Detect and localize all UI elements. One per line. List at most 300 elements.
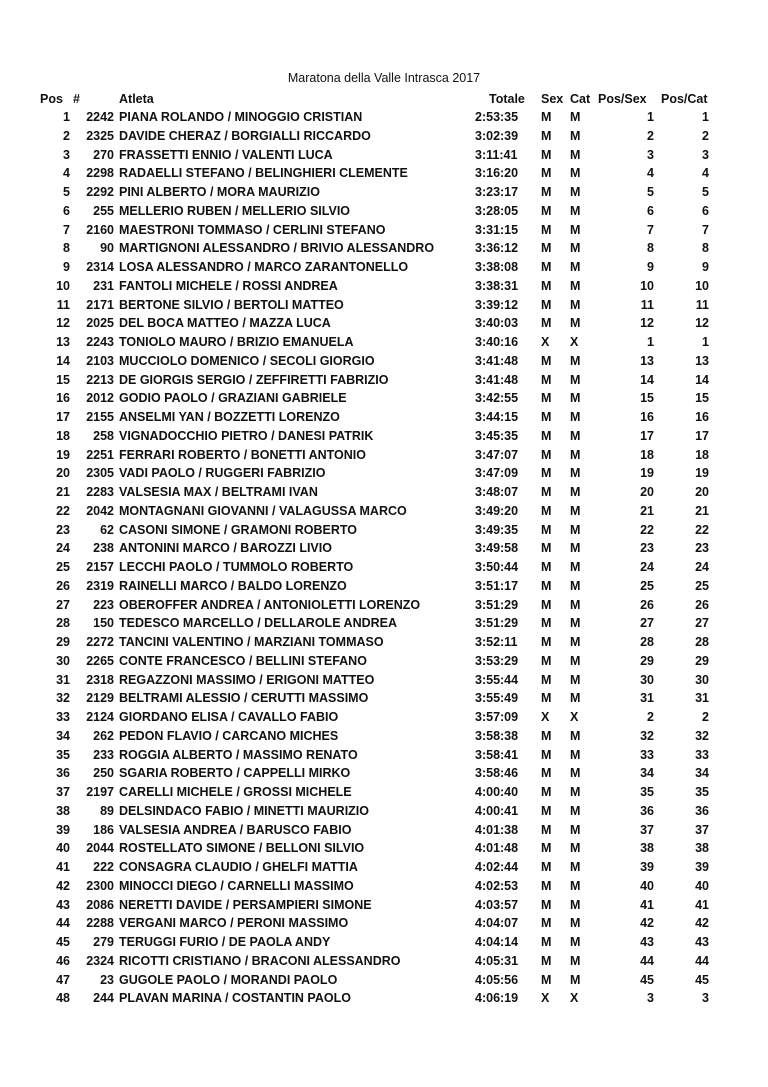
pos-sex-cell: 41 xyxy=(640,897,654,912)
total-time-cell: 3:44:15 xyxy=(475,410,519,424)
table-row xyxy=(0,802,768,821)
pos-cell: 46 xyxy=(56,953,70,968)
athlete-cell: SGARIA ROBERTO / CAPPELLI MIRKO xyxy=(119,766,351,781)
total-time-cell: 3:31:15 xyxy=(475,222,519,237)
athlete-cell: FRASSETTI ENNIO / VALENTI LUCA xyxy=(119,147,333,162)
total-time-cell: 3:53:29 xyxy=(475,653,519,668)
pos-cell: 9 xyxy=(63,260,70,274)
pos-sex-cell: 20 xyxy=(640,485,654,499)
total-time-cell: 3:40:03 xyxy=(475,316,519,331)
athlete-cell: MUCCIOLO DOMENICO / SECOLI GIORGIO xyxy=(119,353,375,368)
athlete-cell: RICOTTI CRISTIANO / BRACONI ALESSANDRO xyxy=(119,953,401,968)
pos-cell: 35 xyxy=(56,747,70,762)
sex-cell: M xyxy=(541,353,552,368)
pos-cat-cell: 3 xyxy=(702,147,709,162)
category-cell: M xyxy=(570,372,581,387)
table-row xyxy=(0,652,768,671)
pos-cat-cell: 3 xyxy=(702,991,709,1006)
sex-cell: M xyxy=(541,897,552,912)
table-row xyxy=(0,708,768,727)
athlete-cell: VALSESIA ANDREA / BARUSCO FABIO xyxy=(119,822,352,837)
total-time-cell: 3:41:48 xyxy=(475,372,519,387)
category-cell: M xyxy=(570,691,581,706)
pos-cat-cell: 40 xyxy=(695,878,709,893)
pos-sex-cell: 1 xyxy=(647,110,654,124)
pos-sex-cell: 14 xyxy=(640,372,654,387)
total-time-cell: 3:49:35 xyxy=(475,522,519,537)
pos-cat-cell: 32 xyxy=(695,728,709,743)
athlete-cell: NERETTI DAVIDE / PERSAMPIERI SIMONE xyxy=(119,897,372,912)
athlete-cell: CONSAGRA CLAUDIO / GHELFI MATTIA xyxy=(119,860,358,874)
bib-number-cell: 244 xyxy=(93,991,114,1006)
pos-cell: 27 xyxy=(56,597,70,612)
bib-number-cell: 89 xyxy=(100,803,114,818)
athlete-cell: DAVIDE CHERAZ / BORGIALLI RICCARDO xyxy=(119,128,371,143)
header-number: # xyxy=(73,92,80,106)
pos-cell: 43 xyxy=(56,897,70,912)
sex-cell: M xyxy=(541,672,552,687)
table-row xyxy=(0,689,768,708)
sex-cell: M xyxy=(541,316,552,331)
pos-cell: 4 xyxy=(63,166,70,181)
pos-sex-cell: 36 xyxy=(640,803,654,818)
bib-number-cell: 2319 xyxy=(86,578,114,593)
bib-number-cell: 2242 xyxy=(86,110,114,124)
pos-sex-cell: 9 xyxy=(647,260,654,274)
total-time-cell: 3:45:35 xyxy=(475,428,519,443)
header-sex: Sex xyxy=(541,92,564,106)
pos-sex-cell: 44 xyxy=(640,953,654,968)
athlete-cell: MELLERIO RUBEN / MELLERIO SILVIO xyxy=(119,203,351,218)
athlete-cell: GODIO PAOLO / GRAZIANI GABRIELE xyxy=(119,391,347,406)
table-row xyxy=(0,333,768,352)
total-time-cell: 4:02:44 xyxy=(475,860,519,874)
athlete-cell: DEL BOCA MATTEO / MAZZA LUCA xyxy=(119,316,331,331)
category-cell: M xyxy=(570,785,581,799)
category-cell: M xyxy=(570,766,581,781)
athlete-cell: REGAZZONI MASSIMO / ERIGONI MATTEO xyxy=(119,672,375,687)
pos-cat-cell: 15 xyxy=(695,391,709,406)
pos-sex-cell: 43 xyxy=(640,935,654,949)
pos-sex-cell: 40 xyxy=(640,878,654,893)
athlete-cell: MARTIGNONI ALESSANDRO / BRIVIO ALESSANDRO xyxy=(119,241,435,256)
category-cell: M xyxy=(570,503,581,518)
pos-cat-cell: 31 xyxy=(695,691,709,706)
pos-cat-cell: 38 xyxy=(695,841,709,856)
sex-cell: M xyxy=(541,860,552,874)
category-cell: M xyxy=(570,522,581,537)
sex-cell: M xyxy=(541,935,552,949)
pos-cat-cell: 2 xyxy=(702,128,709,143)
total-time-cell: 3:23:17 xyxy=(475,185,519,199)
pos-cell: 29 xyxy=(56,635,70,649)
category-cell: M xyxy=(570,878,581,893)
pos-cell: 26 xyxy=(56,578,70,593)
sex-cell: M xyxy=(541,128,552,143)
athlete-cell: CASONI SIMONE / GRAMONI ROBERTO xyxy=(119,522,357,537)
category-cell: M xyxy=(570,860,581,874)
sex-cell: M xyxy=(541,278,552,293)
pos-cell: 23 xyxy=(56,522,70,537)
pos-cell: 6 xyxy=(63,203,70,218)
category-cell: M xyxy=(570,916,581,931)
table-row xyxy=(0,577,768,596)
pos-cell: 44 xyxy=(56,916,70,931)
total-time-cell: 3:16:20 xyxy=(475,166,519,181)
sex-cell: M xyxy=(541,635,552,649)
athlete-cell: MINOCCI DIEGO / CARNELLI MASSIMO xyxy=(119,878,354,893)
pos-cell: 24 xyxy=(56,541,70,556)
pos-cell: 10 xyxy=(56,278,70,293)
category-cell: M xyxy=(570,972,581,987)
category-cell: M xyxy=(570,241,581,256)
table-row xyxy=(0,521,768,540)
pos-cell: 19 xyxy=(56,447,70,462)
category-cell: X xyxy=(570,710,579,724)
sex-cell: M xyxy=(541,747,552,762)
sex-cell: X xyxy=(541,991,550,1006)
bib-number-cell: 2012 xyxy=(86,391,114,406)
bib-number-cell: 2213 xyxy=(86,372,114,387)
pos-cat-cell: 34 xyxy=(695,766,709,781)
bib-number-cell: 2283 xyxy=(86,485,114,499)
table-row xyxy=(0,764,768,783)
table-row xyxy=(0,896,768,915)
sex-cell: M xyxy=(541,803,552,818)
total-time-cell: 3:51:29 xyxy=(475,597,519,612)
category-cell: M xyxy=(570,410,581,424)
pos-sex-cell: 15 xyxy=(640,391,654,406)
pos-cell: 40 xyxy=(56,841,70,856)
pos-cell: 34 xyxy=(56,728,70,743)
total-time-cell: 3:51:29 xyxy=(475,616,519,631)
pos-cell: 45 xyxy=(56,935,70,949)
bib-number-cell: 23 xyxy=(100,972,114,987)
pos-cat-cell: 30 xyxy=(695,672,709,687)
athlete-cell: VADI PAOLO / RUGGERI FABRIZIO xyxy=(119,466,326,481)
table-row xyxy=(0,614,768,633)
sex-cell: M xyxy=(541,916,552,931)
sex-cell: M xyxy=(541,785,552,799)
pos-cell: 5 xyxy=(63,185,70,199)
bib-number-cell: 2251 xyxy=(86,447,114,462)
total-time-cell: 4:01:48 xyxy=(475,841,519,856)
sex-cell: M xyxy=(541,391,552,406)
total-time-cell: 4:04:14 xyxy=(475,935,519,949)
athlete-cell: DELSINDACO FABIO / MINETTI MAURIZIO xyxy=(119,803,369,818)
category-cell: M xyxy=(570,203,581,218)
bib-number-cell: 2124 xyxy=(86,710,114,724)
pos-sex-cell: 7 xyxy=(647,222,654,237)
pos-cell: 3 xyxy=(63,147,70,162)
pos-sex-cell: 8 xyxy=(647,241,654,256)
pos-sex-cell: 21 xyxy=(640,503,654,518)
total-time-cell: 4:05:31 xyxy=(475,953,519,968)
bib-number-cell: 62 xyxy=(100,522,114,537)
athlete-cell: RADAELLI STEFANO / BELINGHIERI CLEMENTE xyxy=(119,166,408,181)
athlete-cell: BERTONE SILVIO / BERTOLI MATTEO xyxy=(119,297,344,312)
total-time-cell: 3:11:41 xyxy=(475,147,518,162)
bib-number-cell: 2025 xyxy=(86,316,114,331)
pos-sex-cell: 39 xyxy=(640,860,654,874)
pos-sex-cell: 17 xyxy=(640,428,654,443)
pos-sex-cell: 6 xyxy=(647,203,654,218)
athlete-cell: TEDESCO MARCELLO / DELLAROLE ANDREA xyxy=(119,616,398,631)
pos-cat-cell: 24 xyxy=(695,560,709,574)
bib-number-cell: 2171 xyxy=(86,297,114,312)
pos-cell: 14 xyxy=(56,353,70,368)
table-row xyxy=(0,446,768,465)
sex-cell: M xyxy=(541,222,552,237)
bib-number-cell: 150 xyxy=(93,616,114,631)
pos-cat-cell: 16 xyxy=(695,410,709,424)
total-time-cell: 4:02:53 xyxy=(475,878,519,893)
pos-sex-cell: 22 xyxy=(640,522,654,537)
pos-cat-cell: 17 xyxy=(695,428,709,443)
table-row xyxy=(0,933,768,952)
pos-cat-cell: 2 xyxy=(702,710,709,724)
pos-cat-cell: 10 xyxy=(695,278,709,293)
total-time-cell: 4:00:41 xyxy=(475,803,519,818)
pos-cat-cell: 29 xyxy=(695,653,709,668)
table-row xyxy=(0,783,768,802)
pos-cat-cell: 8 xyxy=(702,241,709,256)
table-header xyxy=(0,90,768,108)
table-row xyxy=(0,239,768,258)
pos-sex-cell: 3 xyxy=(647,147,654,162)
category-cell: M xyxy=(570,485,581,499)
bib-number-cell: 2272 xyxy=(86,635,114,649)
pos-cell: 13 xyxy=(56,335,70,349)
athlete-cell: DE GIORGIS SERGIO / ZEFFIRETTI FABRIZIO xyxy=(119,372,389,387)
bib-number-cell: 231 xyxy=(93,278,114,293)
bib-number-cell: 2292 xyxy=(86,185,114,199)
bib-number-cell: 2197 xyxy=(86,785,114,799)
pos-cell: 15 xyxy=(56,372,70,387)
sex-cell: X xyxy=(541,710,550,724)
athlete-cell: GUGOLE PAOLO / MORANDI PAOLO xyxy=(119,972,338,987)
total-time-cell: 3:58:41 xyxy=(475,747,519,762)
table-row xyxy=(0,858,768,877)
table-row xyxy=(0,371,768,390)
category-cell: M xyxy=(570,803,581,818)
athlete-cell: VALSESIA MAX / BELTRAMI IVAN xyxy=(119,485,318,499)
bib-number-cell: 2086 xyxy=(86,897,114,912)
table-row xyxy=(0,202,768,221)
sex-cell: M xyxy=(541,166,552,181)
table-row xyxy=(0,258,768,277)
bib-number-cell: 2129 xyxy=(86,691,114,706)
bib-number-cell: 2157 xyxy=(86,560,114,574)
athlete-cell: LECCHI PAOLO / TUMMOLO ROBERTO xyxy=(119,560,354,574)
pos-sex-cell: 13 xyxy=(640,353,654,368)
athlete-cell: CARELLI MICHELE / GROSSI MICHELE xyxy=(119,785,352,799)
sex-cell: M xyxy=(541,466,552,481)
pos-cat-cell: 21 xyxy=(695,503,709,518)
pos-cell: 39 xyxy=(56,822,70,837)
pos-cell: 12 xyxy=(56,316,70,331)
athlete-cell: RAINELLI MARCO / BALDO LORENZO xyxy=(119,578,347,593)
sex-cell: M xyxy=(541,878,552,893)
pos-sex-cell: 2 xyxy=(647,710,654,724)
category-cell: M xyxy=(570,128,581,143)
bib-number-cell: 2265 xyxy=(86,653,114,668)
total-time-cell: 3:55:44 xyxy=(475,672,519,687)
bib-number-cell: 2103 xyxy=(86,353,114,368)
sex-cell: M xyxy=(541,691,552,706)
pos-cat-cell: 27 xyxy=(695,616,709,631)
pos-cat-cell: 26 xyxy=(695,597,709,612)
pos-sex-cell: 30 xyxy=(640,672,654,687)
table-row xyxy=(0,389,768,408)
pos-cell: 25 xyxy=(56,560,70,574)
pos-cell: 16 xyxy=(56,391,70,406)
athlete-cell: PIANA ROLANDO / MINOGGIO CRISTIAN xyxy=(119,110,363,124)
category-cell: M xyxy=(570,316,581,331)
pos-cell: 41 xyxy=(56,860,70,874)
table-row xyxy=(0,746,768,765)
total-time-cell: 3:52:11 xyxy=(475,635,518,649)
category-cell: M xyxy=(570,447,581,462)
pos-sex-cell: 25 xyxy=(640,578,654,593)
category-cell: X xyxy=(570,991,579,1006)
pos-cell: 21 xyxy=(56,485,70,499)
bib-number-cell: 2314 xyxy=(86,260,114,274)
pos-sex-cell: 16 xyxy=(640,410,654,424)
sex-cell: M xyxy=(541,447,552,462)
pos-sex-cell: 45 xyxy=(640,972,654,987)
pos-cell: 36 xyxy=(56,766,70,781)
athlete-cell: TERUGGI FURIO / DE PAOLA ANDY xyxy=(119,935,331,949)
table-row xyxy=(0,633,768,652)
pos-sex-cell: 11 xyxy=(640,297,654,312)
bib-number-cell: 2044 xyxy=(86,841,114,856)
category-cell: M xyxy=(570,953,581,968)
pos-cat-cell: 35 xyxy=(695,785,709,799)
sex-cell: M xyxy=(541,953,552,968)
total-time-cell: 3:39:12 xyxy=(475,297,519,312)
total-time-cell: 3:28:05 xyxy=(475,203,519,218)
header-total: Totale xyxy=(489,92,525,106)
sex-cell: M xyxy=(541,522,552,537)
total-time-cell: 4:04:07 xyxy=(475,916,519,931)
bib-number-cell: 186 xyxy=(93,822,114,837)
pos-sex-cell: 37 xyxy=(640,822,654,837)
pos-cat-cell: 18 xyxy=(695,447,709,462)
total-time-cell: 3:38:31 xyxy=(475,278,519,293)
athlete-cell: PLAVAN MARINA / COSTANTIN PAOLO xyxy=(119,991,351,1006)
total-time-cell: 3:42:55 xyxy=(475,391,519,406)
table-row xyxy=(0,539,768,558)
pos-cat-cell: 11 xyxy=(695,297,709,312)
category-cell: M xyxy=(570,166,581,181)
bib-number-cell: 233 xyxy=(93,747,114,762)
pos-cat-cell: 13 xyxy=(695,353,709,368)
total-time-cell: 3:02:39 xyxy=(475,128,519,143)
bib-number-cell: 2324 xyxy=(86,953,114,968)
pos-cat-cell: 14 xyxy=(695,372,709,387)
category-cell: M xyxy=(570,653,581,668)
pos-cell: 37 xyxy=(56,785,70,799)
pos-sex-cell: 3 xyxy=(647,991,654,1006)
pos-cat-cell: 7 xyxy=(702,222,709,237)
pos-sex-cell: 1 xyxy=(647,335,654,349)
athlete-cell: BELTRAMI ALESSIO / CERUTTI MASSIMO xyxy=(119,691,369,706)
pos-cat-cell: 33 xyxy=(695,747,709,762)
pos-cell: 22 xyxy=(56,503,70,518)
sex-cell: M xyxy=(541,185,552,199)
pos-sex-cell: 26 xyxy=(640,597,654,612)
sex-cell: M xyxy=(541,728,552,743)
sex-cell: X xyxy=(541,335,550,349)
pos-sex-cell: 19 xyxy=(640,466,654,481)
table-row xyxy=(0,483,768,502)
header-pos: Pos xyxy=(40,92,63,106)
category-cell: M xyxy=(570,297,581,312)
table-row xyxy=(0,952,768,971)
sex-cell: M xyxy=(541,297,552,312)
table-row xyxy=(0,127,768,146)
table-row xyxy=(0,352,768,371)
athlete-cell: ANSELMI YAN / BOZZETTI LORENZO xyxy=(119,410,340,424)
bib-number-cell: 270 xyxy=(93,147,114,162)
pos-sex-cell: 27 xyxy=(640,616,654,631)
category-cell: M xyxy=(570,635,581,649)
pos-cell: 17 xyxy=(56,410,70,424)
category-cell: M xyxy=(570,466,581,481)
category-cell: M xyxy=(570,597,581,612)
pos-cell: 31 xyxy=(56,672,70,687)
table-row xyxy=(0,839,768,858)
category-cell: M xyxy=(570,353,581,368)
category-cell: M xyxy=(570,822,581,837)
category-cell: M xyxy=(570,222,581,237)
results-table xyxy=(0,108,768,1008)
total-time-cell: 3:41:48 xyxy=(475,353,519,368)
total-time-cell: 3:51:17 xyxy=(475,578,519,593)
sex-cell: M xyxy=(541,485,552,499)
pos-cat-cell: 1 xyxy=(702,335,709,349)
table-row xyxy=(0,183,768,202)
table-row xyxy=(0,558,768,577)
pos-cat-cell: 6 xyxy=(702,203,709,218)
category-cell: M xyxy=(570,728,581,743)
pos-sex-cell: 32 xyxy=(640,728,654,743)
category-cell: M xyxy=(570,560,581,574)
total-time-cell: 4:01:38 xyxy=(475,822,519,837)
athlete-cell: TANCINI VALENTINO / MARZIANI TOMMASO xyxy=(119,635,384,649)
pos-cell: 30 xyxy=(56,653,70,668)
pos-sex-cell: 12 xyxy=(640,316,654,331)
table-row xyxy=(0,408,768,427)
pos-cell: 38 xyxy=(56,803,70,818)
sex-cell: M xyxy=(541,410,552,424)
table-row xyxy=(0,821,768,840)
bib-number-cell: 238 xyxy=(93,541,114,556)
pos-sex-cell: 5 xyxy=(647,185,654,199)
pos-sex-cell: 42 xyxy=(640,916,654,931)
pos-cat-cell: 45 xyxy=(695,972,709,987)
pos-sex-cell: 28 xyxy=(640,635,654,649)
pos-cat-cell: 43 xyxy=(695,935,709,949)
pos-cell: 42 xyxy=(56,878,70,893)
bib-number-cell: 223 xyxy=(93,597,114,612)
sex-cell: M xyxy=(541,203,552,218)
sex-cell: M xyxy=(541,822,552,837)
category-cell: M xyxy=(570,935,581,949)
athlete-cell: CONTE FRANCESCO / BELLINI STEFANO xyxy=(119,653,367,668)
sex-cell: M xyxy=(541,653,552,668)
